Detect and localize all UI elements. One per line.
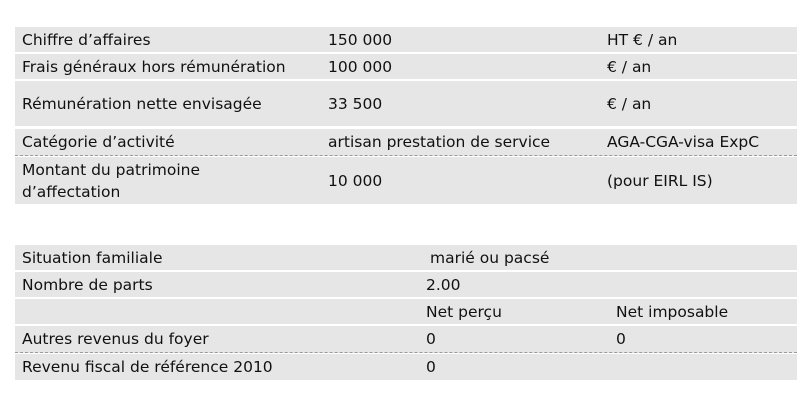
row-situation-familiale (15, 245, 797, 270)
label-autres-revenus: Autres revenus du foyer (22, 330, 209, 348)
label-situation-familiale: Situation familiale (22, 248, 163, 267)
row-frais-generaux (15, 54, 797, 79)
row-chiffre-affaires (15, 27, 797, 52)
value-frais-generaux: 100 000 (328, 57, 393, 76)
unit-montant-patrimoine: (pour EIRL IS) (607, 171, 713, 190)
row-autres-revenus (15, 326, 797, 353)
label-frais-generaux: Frais généraux hors rémunération (22, 57, 286, 76)
unit-categorie-activite: AGA-CGA-visa ExpC (607, 133, 760, 151)
value-situation-familiale: marié ou pacsé (430, 248, 550, 267)
label-nombre-parts: Nombre de parts (22, 275, 153, 294)
unit-remuneration-nette: € / an (607, 94, 652, 113)
value-autres-revenus-net-imposable: 0 (616, 330, 626, 348)
row-categorie-activite (15, 129, 797, 156)
row-revenu-fiscal (15, 354, 797, 380)
value-chiffre-affaires: 150 000 (328, 30, 393, 49)
value-categorie-activite: artisan prestation de service (328, 133, 551, 151)
value-revenu-fiscal: 0 (426, 358, 436, 376)
label-remuneration-nette: Rémunération nette envisagée (22, 94, 262, 113)
row-headers-net (15, 299, 797, 324)
label-montant-patrimoine: Montant du patrimoine d’affectation (22, 160, 201, 201)
unit-frais-generaux: € / an (607, 57, 652, 76)
value-remuneration-nette: 33 500 (328, 94, 383, 113)
label-categorie-activite: Catégorie d’activité (22, 133, 175, 151)
label-revenu-fiscal: Revenu fiscal de référence 2010 (22, 358, 273, 376)
value-nombre-parts: 2.00 (426, 275, 461, 294)
unit-chiffre-affaires: HT € / an (607, 30, 678, 49)
row-nombre-parts (15, 272, 797, 297)
label-chiffre-affaires: Chiffre d’affaires (22, 30, 151, 49)
row-montant-patrimoine (15, 157, 797, 204)
value-autres-revenus-net-percu: 0 (426, 330, 436, 348)
header-net-imposable: Net imposable (616, 302, 729, 321)
value-montant-patrimoine: 10 000 (328, 171, 383, 190)
row-remuneration-nette (15, 81, 797, 126)
header-net-percu: Net perçu (426, 302, 502, 321)
